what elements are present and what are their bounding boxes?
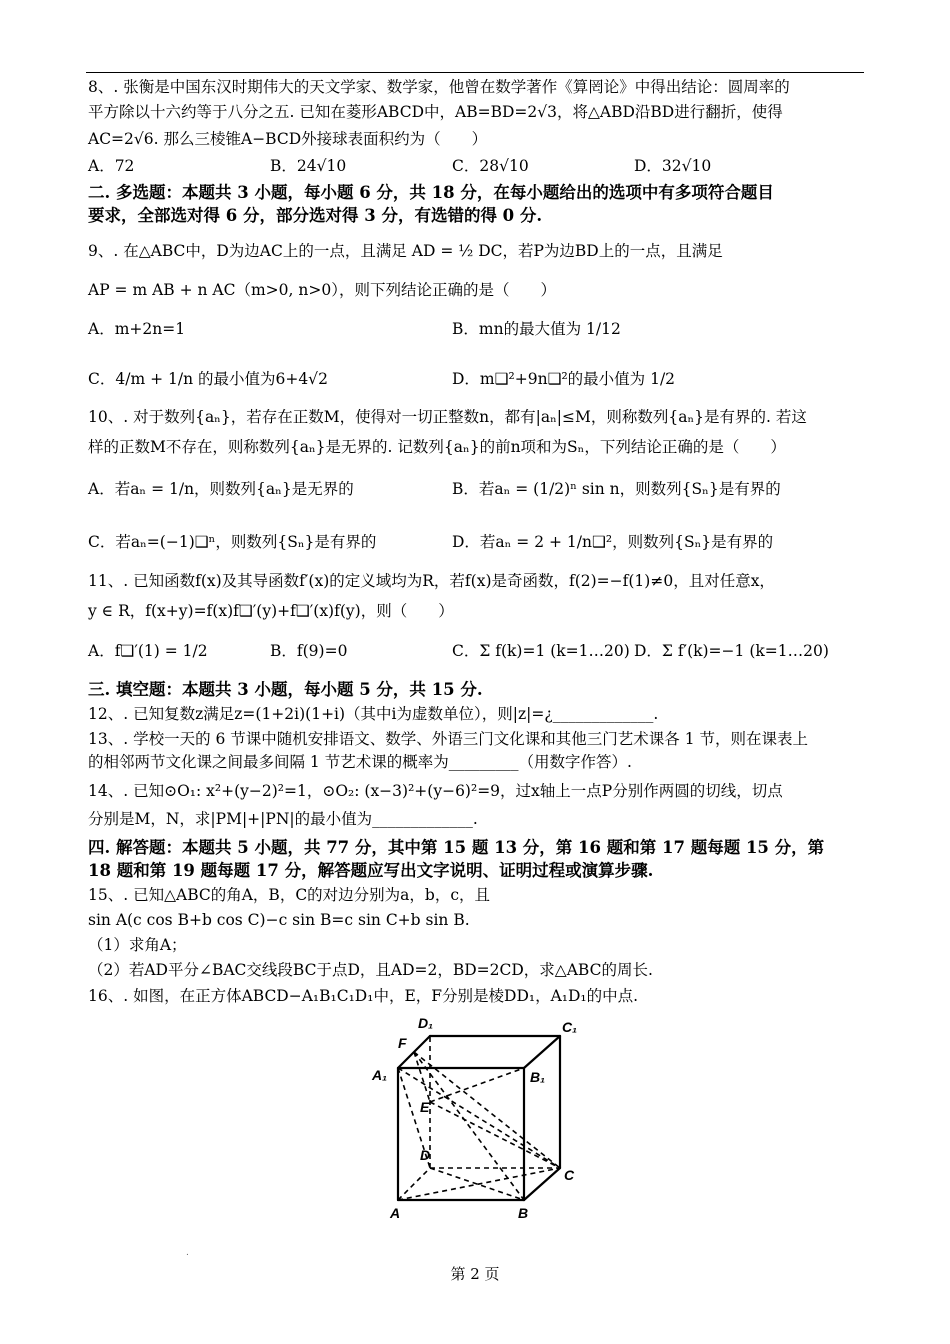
q11-option-d: D．Σ f′(k)=−1 (k=1…20) [634,642,829,660]
q12-line: 12、. 已知复数z满足z=(1+2i)(1+i)（其中i为虚数单位），则|z|=¿_____________. [88,705,659,723]
q9-option-c: C．4/m + 1/n 的最小值为6+4√2 [88,370,328,388]
q11-option-b: B．f(9)=0 [270,642,348,660]
q8-option-d: D．32√10 [634,157,712,175]
label-E: E [420,1099,430,1115]
q8-option-a: A．72 [88,157,135,175]
q9-line1: 9、. 在△ABC中，D为边AC上的一点，且满足 AD = ½ DC，若P为边BD上的一点，且满足 [88,242,723,260]
section4-heading-line1: 四. 解答题：本题共 5 小题，共 77 分，其中第 15 题 13 分，第 16 题和第 17 题每题 15 分，第 [88,838,825,857]
q10-option-b: B．若aₙ = (1/2)ⁿ sin n，则数列{Sₙ}是有界的 [452,480,781,498]
q14-line2: 分别是M，N，求|PM|+|PN|的最小值为_____________. [88,810,478,828]
q14-line1: 14、. 已知⊙O₁: x²+(y−2)²=1，⊙O₂: (x−3)²+(y−6)²=9，过x轴上一点P分别作两圆的切线，切点 [88,782,783,800]
section2-heading-line2: 要求，全部选对得 6 分，部分选对得 3 分，有选错的得 0 分. [88,206,543,225]
q10-option-d: D．若aₙ = 2 + 1/n❑²，则数列{Sₙ}是有界的 [452,533,774,551]
q10-option-c: C．若aₙ=(−1)❑ⁿ，则数列{Sₙ}是有界的 [88,533,377,551]
q9-option-d: D．m❑²+9n❑²的最小值为 1/2 [452,370,676,388]
q15-line2: sin A(c cos B+b cos C)−c sin B=c sin C+b sin B. [88,911,470,929]
q16-line: 16、. 如图，在正方体ABCD−A₁B₁C₁D₁中，E，F分别是棱DD₁，A₁D₁的中点. [88,987,639,1005]
label-C1: C₁ [562,1019,578,1035]
q15-part2: （2）若AD平分∠BAC交线段BC于点D，且AD=2，BD=2CD，求△ABC的周长. [88,961,653,979]
label-D: D [420,1147,431,1163]
q8-line2: 平方除以十六约等于八分之五. 已知在菱形ABCD中，AB=BD=2√3，将△ABD沿BD进行翻折，使得 [88,103,783,121]
q8-line1: 8、. 张衡是中国东汉时期伟大的天文学家、数学家，他曾在数学著作《算罔论》中得出结论：圆周率的 [88,78,790,96]
q11-option-a: A．f❑′(1) = 1/2 [88,642,208,660]
q8-line3: AC=2√6. 那么三棱锥A−BCD外接球表面积约为（ ） [88,130,488,148]
q13-line1: 13、. 学校一天的 6 节课中随机安排语文、数学、外语三门文化课和其他三门艺术课各 1 节，则在课表上 [88,730,809,748]
q13-line2: 的相邻两节文化课之间最多间隔 1 节艺术课的概率为_________（用数字作答）. [88,753,632,771]
section4-heading-line2: 18 题和第 19 题每题 17 分，解答题应写出文字说明、证明过程或演算步骤. [88,861,654,880]
header-rule [86,72,864,73]
edge-B1-C1 [524,1036,560,1068]
q8-option-b: B．24√10 [270,157,347,175]
q15-part1: （1）求角A； [88,936,187,954]
q9-option-b: B．mn的最大值为 1/12 [452,320,621,338]
edge-B-C [524,1168,560,1200]
label-A: A [390,1205,401,1221]
q9-option-a: A．m+2n=1 [88,320,186,338]
q10-line1: 10、. 对于数列{aₙ}，若存在正数M，使得对一切正整数n，都有|aₙ|≤M，则称数列{aₙ}是有界的. 若这 [88,408,807,426]
segment-F-E [414,1052,430,1102]
q15-line1: 15、. 已知△ABC的角A，B，C的对边分别为a，b，c，且 [88,886,491,904]
q11-line1: 11、. 已知函数f(x)及其导函数f′(x)的定义域均为R，若f(x)是奇函数，f(2)=−f(1)≠0，且对任意x， [88,572,775,590]
label-B1: B₁ [530,1069,546,1085]
q10-line2: 样的正数M不存在，则称数列{aₙ}是无界的. 记数列{aₙ}的前n项和为Sₙ，下列结论正确的是（ ） [88,438,786,456]
label-C: C [564,1167,575,1183]
segment-A-C [398,1168,560,1200]
label-D1: D₁ [418,1015,434,1031]
q8-option-c: C．28√10 [452,157,529,175]
segment-D-B [430,1168,524,1200]
q10-option-a: A．若aₙ = 1/n，则数列{aₙ}是无界的 [88,480,354,498]
q9-line2: AP = m AB + n AC（m>0, n>0），则下列结论正确的是（ ） [88,281,556,299]
stray-dot: . [186,1248,189,1258]
cube-figure [368,1010,584,1222]
label-B: B [518,1205,529,1221]
q11-option-c: C．Σ f(k)=1 (k=1…20) [452,642,630,660]
section3-heading: 三. 填空题：本题共 3 小题，每小题 5 分，共 15 分. [88,680,483,699]
section2-heading-line1: 二. 多选题：本题共 3 小题，每小题 6 分，共 18 分，在每小题给出的选项中有多项符合题目 [88,183,774,202]
label-F: F [398,1035,407,1051]
label-A1: A₁ [372,1067,388,1083]
q11-line2: y ∈ R，f(x+y)=f(x)f❑′(y)+f❑′(x)f(y)，则（ ） [88,602,454,620]
segment-E-C [430,1102,560,1168]
page-number: 第 2 页 [450,1265,500,1283]
